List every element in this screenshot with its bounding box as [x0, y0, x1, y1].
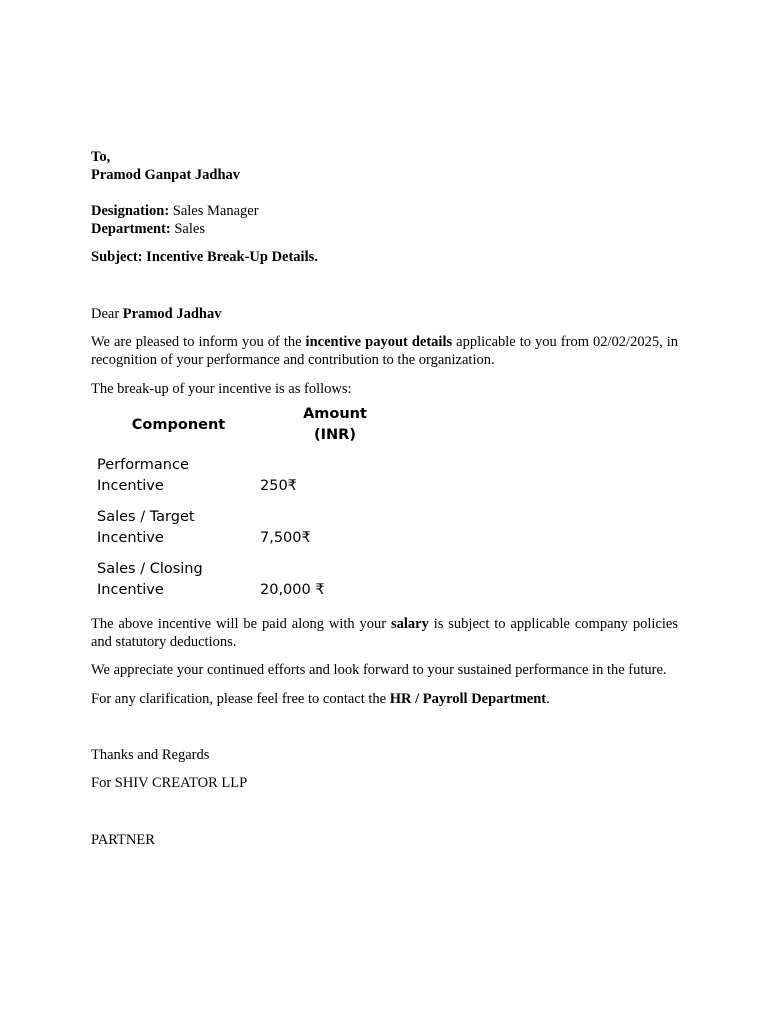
intro-text-bold: incentive payout details — [305, 334, 453, 350]
salutation — [91, 305, 678, 323]
appreciation-paragraph: We appreciate your continued efforts and look forward to your sustained performance in the future. — [91, 662, 667, 678]
closing-line: Thanks and Regards — [91, 747, 210, 763]
subject-line: Subject: Incentive Break-Up Details. — [91, 249, 318, 265]
header-component: Component — [131, 416, 226, 433]
intro-paragraph — [91, 333, 678, 369]
designation-line — [91, 202, 678, 220]
row-amount: 250₹ — [260, 478, 297, 494]
department-label: Department: — [91, 221, 171, 237]
row-component: Sales / Target Incentive — [97, 509, 195, 546]
department-value: Sales — [170, 221, 205, 237]
salary-text-a: The above incentive will be paid along with your — [91, 616, 391, 632]
salutation-name: Pramod Jadhav — [122, 306, 222, 322]
contact-paragraph — [91, 690, 678, 708]
table-row — [91, 446, 450, 497]
breakup-intro: The break-up of your incentive is as follows: — [91, 381, 352, 397]
intro-text-b: applicable to you from 02/02/2025, in recognition of your performance and contribution to the organization. — [91, 334, 678, 368]
recipient-name: Pramod Ganpat Jadhav — [91, 167, 241, 183]
signatory-title: PARTNER — [91, 832, 155, 848]
contact-text-a: For any clarification, please feel free to contact the — [91, 691, 390, 707]
row-component: Performance Incentive — [97, 457, 189, 494]
incentive-table — [91, 404, 450, 601]
letter-body — [91, 148, 678, 849]
company-line: For SHIV CREATOR LLP — [91, 775, 248, 791]
designation-value: Sales Manager — [169, 203, 259, 219]
row-amount: 7,500₹ — [260, 530, 311, 546]
department-line — [91, 220, 678, 238]
salary-text-b: is subject to applicable company policies and statutory deductions. — [91, 616, 678, 650]
row-component: Sales / Closing Incentive — [97, 561, 203, 598]
to-label: To, — [91, 149, 111, 165]
contact-text-bold: HR / Payroll Department — [389, 691, 547, 707]
designation-label: Designation: — [91, 203, 170, 219]
contact-text-b: . — [546, 691, 550, 707]
table-row — [91, 497, 450, 549]
row-amount: 20,000 ₹ — [260, 582, 325, 598]
header-amount: Amount (INR) — [303, 406, 367, 443]
salutation-prefix: Dear — [91, 306, 123, 322]
intro-text-a: We are pleased to inform you of the — [91, 334, 306, 350]
table-header-row — [91, 404, 450, 446]
salary-paragraph — [91, 615, 678, 651]
table-row — [91, 549, 450, 601]
salary-text-bold: salary — [391, 616, 429, 632]
